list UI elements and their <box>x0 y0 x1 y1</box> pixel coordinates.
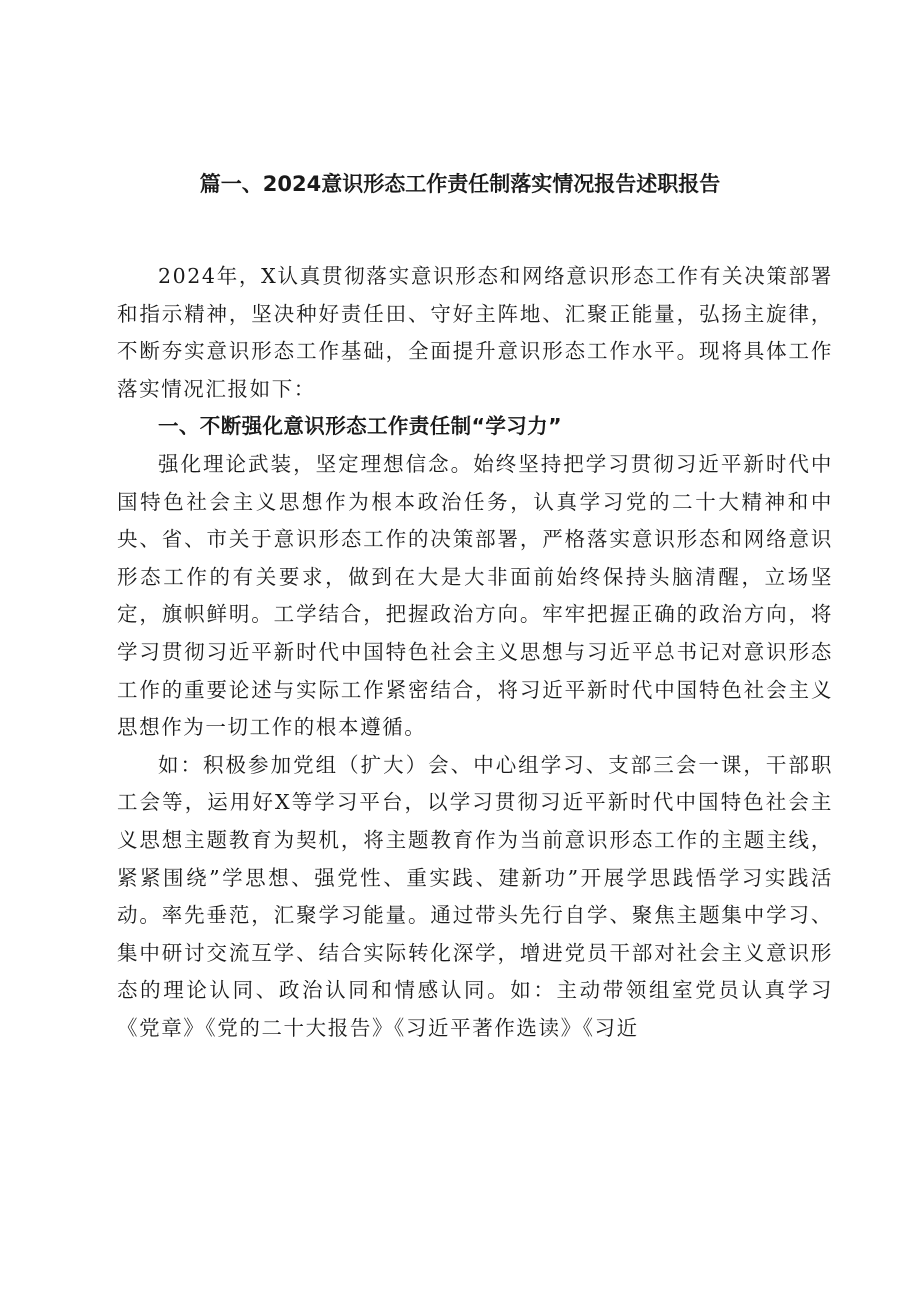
section1-paragraph-2: 如：积极参加党组（扩大）会、中心组学习、支部三会一课，干部职工会等，运用好X等学习平台，以学习贯彻习近平新时代中国特色社会主义思想主题教育为契机，将主题教育作为当前意识形态工作的主题主线，紧紧围绕”学思想、强党性、重实践、建新功”开展学思践悟学习实践活动。率先垂范，汇聚学习能量。通过带头先行自学、聚焦主题集中学习、集中研讨交流互学、结合实际转化深学，增进党员干部对社会主义意识形态的理论认同、政治认同和情感认同。如：主动带领组室党员认真学习《党章》《党的二十大报告》《习近平著作选读》《习近 <box>117 752 833 1040</box>
section1-paragraph-1: 强化理论武装，坚定理想信念。始终坚持把学习贯彻习近平新时代中国特色社会主义思想作为根本政治任务，认真学习党的二十大精神和中央、省、市关于意识形态工作的决策部署，严格落实意识形态和网络意识形态工作的有关要求，做到在大是大非面前始终保持头脑清醒，立场坚定，旗帜鲜明。工学结合，把握政治方向。牢牢把握正确的政治方向，将学习贯彻习近平新时代中国特色社会主义思想与习近平总书记对意识形态工作的重要论述与实际工作紧密结合，将习近平新时代中国特色社会主义思想作为一切工作的根本遵循。 <box>117 451 833 740</box>
section-heading-1: 一、不断强化意识形态工作责任制“学习力” <box>158 414 562 439</box>
document-title: 篇一、2024意识形态工作责任制落实情况报告述职报告 <box>199 172 721 196</box>
document-body <box>117 258 833 1047</box>
intro-paragraph: 2024年，X认真贯彻落实意识形态和网络意识形态工作有关决策部署和指示精神，坚决种好责任田、守好主阵地、汇聚正能量，弘扬主旋律，不断夯实意识形态工作基础，全面提升意识形态工作水平。现将具体工作落实情况汇报如下： <box>117 264 833 401</box>
